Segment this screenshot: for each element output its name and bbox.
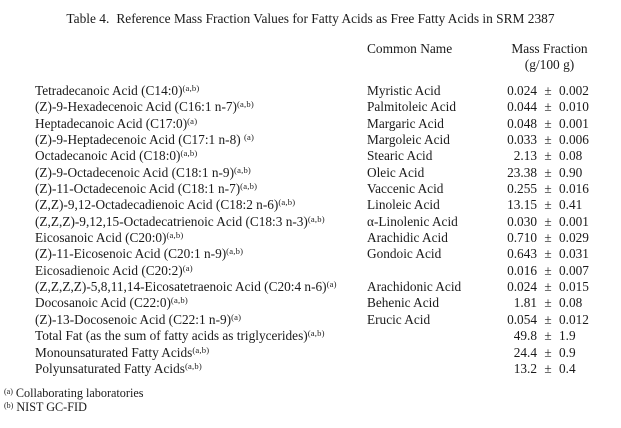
table-row [0,312,621,328]
mass-fraction-value: 0.710 [507,230,537,246]
table-row [0,214,621,230]
mass-fraction-value: 0.643 [507,246,537,262]
fatty-acid-name-text: (Z,Z)-9,12-Octadecadienoic Acid (C18:2 n-6) [35,197,279,213]
fatty-acid-name-text: Monounsaturated Fatty Acids [35,344,193,360]
fatty-acid-name [35,148,367,164]
table-row [0,345,621,361]
mass-fraction-value: 0.024 [507,83,537,98]
mass-fraction-value: 13.2 [513,360,537,376]
footnote-reference: (a,b) [234,164,251,175]
fatty-acid-name-text: Eicosanoic Acid (C20:0) [35,230,167,246]
plus-minus-symbol: ± [544,279,552,295]
footnote-reference: (a,b) [182,83,200,93]
table-row [0,361,621,377]
common-name: α-Linolenic Acid [367,213,458,229]
mass-fraction-uncertainty: 0.90 [559,164,583,180]
footnote-reference: (a) [187,115,198,126]
mass-fraction-uncertainty: 0.031 [559,246,589,262]
plus-minus-symbol: ± [544,115,552,131]
table-row [0,181,621,197]
footnote-reference: (a,b) [170,295,188,306]
mass-fraction-uncertainty: 0.001 [559,115,589,131]
fatty-acid-name [35,83,367,99]
fatty-acid-name [35,328,367,344]
mass-fraction-uncertainty: 0.41 [559,197,583,213]
fatty-acid-name [35,116,367,132]
plus-minus-symbol: ± [544,83,552,98]
table-header-row [0,41,621,73]
plus-minus-symbol: ± [544,230,552,246]
mass-fraction-uncertainty: 0.001 [559,213,589,229]
common-name: Gondoic Acid [367,246,442,262]
mass-fraction-uncertainty: 0.4 [559,360,576,376]
table-row [0,279,621,295]
fatty-acid-name-text: (Z)-13-Docosenoic Acid (C22:1 n-9) [35,311,232,327]
fatty-acid-name [35,214,367,230]
mass-fraction-value: 0.054 [507,311,537,327]
fatty-acid-name [35,181,367,197]
footnote-reference: (a,b) [192,344,210,355]
fatty-acid-name-text: Total Fat (as the sum of fatty acids as triglycerides) [35,328,308,344]
plus-minus-symbol: ± [544,360,552,376]
header-common-name: Common Name [367,41,453,56]
fatty-acid-name-text: Octadecanoic Acid (C18:0) [35,148,181,164]
table-row [0,148,621,164]
plus-minus-symbol: ± [544,164,552,180]
fatty-acid-name [35,295,367,311]
table-caption [0,0,621,27]
table-caption-text: Reference Mass Fraction Values for Fatty Acids as Free Fatty Acids in SRM 2387 [116,11,555,26]
mass-fraction-value: 13.15 [507,197,537,213]
table-row [0,83,621,99]
fatty-acid-name [35,345,367,361]
common-name: Oleic Acid [367,164,425,180]
common-name [367,361,480,377]
footnote-reference: (a,b) [226,246,244,257]
fatty-acid-name [35,197,367,213]
footnote-b-text: NIST GC-FID [16,399,87,414]
footnote-reference: (a,b) [307,328,325,339]
table-body [0,83,621,377]
plus-minus-symbol: ± [544,99,552,115]
common-name: Margoleic Acid [367,132,450,148]
fatty-acid-name-text: Eicosadienoic Acid (C20:2) [35,262,183,278]
mass-fraction-value: 0.048 [507,115,537,131]
fatty-acid-name-text: (Z)-9-Heptadecenoic Acid (C17:1 n-8) [35,132,244,148]
common-name: Linoleic Acid [367,197,440,213]
footnote-reference: (a,b) [166,230,184,241]
common-name: Erucic Acid [367,311,431,327]
table-row [0,99,621,115]
table-row [0,132,621,148]
mass-fraction-uncertainty: 1.9 [559,328,576,344]
table-row [0,230,621,246]
header-mass-fraction-label: Mass Fraction [511,41,588,56]
plus-minus-symbol: ± [544,246,552,262]
fatty-acid-name [35,99,367,115]
mass-fraction-value: 0.255 [507,181,537,197]
mass-fraction-value: 2.13 [513,148,537,164]
fatty-acid-name-text: (Z)-9-Hexadecenoic Acid (C16:1 n-7) [35,99,237,115]
mass-fraction-uncertainty: 0.08 [559,295,583,311]
fatty-acid-name [35,246,367,262]
footnote-reference: (a,b) [307,213,325,224]
mass-fraction-uncertainty: 0.9 [559,344,576,360]
common-name: Arachidic Acid [367,230,448,246]
mass-fraction-value: 49.8 [513,328,537,344]
footnote-b [4,401,621,415]
common-name: Arachidonic Acid [367,279,462,295]
fatty-acid-name-text: Polyunsaturated Fatty Acids [35,360,185,376]
footnote-a [4,387,621,401]
footnote-reference: (a,b) [240,181,258,192]
common-name: Margaric Acid [367,115,444,131]
footnote-b-marker: (b) [4,400,14,410]
common-name: Vaccenic Acid [367,181,444,197]
fatty-acid-name-text: (Z)-11-Eicosenoic Acid (C20:1 n-9) [35,246,227,262]
fatty-acid-name [35,165,367,181]
header-name-spacer [35,41,367,73]
fatty-acid-name-text: Docosanoic Acid (C22:0) [35,295,171,311]
table-row [0,197,621,213]
footnote-a-marker: (a) [4,387,13,397]
plus-minus-symbol: ± [544,132,552,148]
mass-fraction-uncertainty: 0.012 [559,311,589,327]
mass-fraction-uncertainty: 0.016 [559,181,589,197]
plus-minus-symbol: ± [544,262,552,278]
fatty-acid-name [35,263,367,279]
fatty-acid-name [35,230,367,246]
fatty-acid-name [35,279,367,295]
footnote-a-text: Collaborating laboratories [15,386,144,401]
common-name [367,328,480,344]
common-name: Palmitoleic Acid [367,99,457,115]
footnote-reference: (a) [182,262,193,273]
mass-fraction-uncertainty: 0.007 [559,262,589,278]
footnote-reference: (a,b) [180,148,198,159]
mass-fraction-uncertainty: 0.08 [559,148,583,164]
table-row [0,165,621,181]
footnotes [0,387,621,415]
plus-minus-symbol: ± [544,344,552,360]
mass-fraction-value: 1.81 [513,295,537,311]
footnote-reference: (a) [231,311,242,322]
mass-fraction-value: 0.016 [507,262,537,278]
footnote-reference: (a,b) [278,197,296,208]
fatty-acid-name-text: Heptadecanoic Acid (C17:0) [35,115,188,131]
table-row [0,263,621,279]
mass-fraction-value: 0.033 [507,132,537,148]
table-row [0,295,621,311]
fatty-acid-name-text: (Z,Z,Z,Z)-5,8,11,14-Eicosatetraenoic Acid (C20:4 n-6) [35,279,327,295]
header-mass-fraction [480,41,619,73]
footnote-reference: (a,b) [236,99,254,110]
fatty-acid-name [35,132,367,148]
fatty-acid-name [35,312,367,328]
plus-minus-symbol: ± [544,181,552,197]
mass-fraction-value: 23.38 [507,164,537,180]
fatty-acid-name-text: (Z,Z,Z)-9,12,15-Octadecatrienoic Acid (C18:3 n-3) [35,213,308,229]
mass-fraction-value: 24.4 [513,344,537,360]
fatty-acid-name-text: (Z)-11-Octadecenoic Acid (C18:1 n-7) [35,181,241,197]
table-caption-label: Table 4. [66,11,110,26]
common-name: Stearic Acid [367,148,433,164]
footnote-reference: (a,b) [184,360,202,371]
table-row [0,328,621,344]
mass-fraction-value: 0.024 [507,279,537,295]
plus-minus-symbol: ± [544,213,552,229]
fatty-acid-name [35,361,367,377]
mass-fraction-uncertainty: 0.015 [559,279,589,295]
plus-minus-symbol: ± [544,311,552,327]
plus-minus-symbol: ± [544,197,552,213]
mass-fraction-uncertainty: 0.010 [559,99,589,115]
fatty-acid-name-text: Tetradecanoic Acid (C14:0) [35,83,183,98]
footnote-reference: (a) [243,132,255,143]
plus-minus-symbol: ± [544,148,552,164]
common-name: Behenic Acid [367,295,440,311]
mass-fraction-uncertainty: 0.029 [559,230,589,246]
fatty-acid-name-text: (Z)-9-Octadecenoic Acid (C18:1 n-9) [35,164,235,180]
table-row [0,246,621,262]
common-name [367,263,480,279]
mass-fraction-value: 0.044 [507,99,537,115]
common-name [367,345,480,361]
mass-fraction-uncertainty: 0.006 [559,132,589,148]
header-mass-fraction-unit: (g/100 g) [524,57,575,72]
table-row [0,116,621,132]
plus-minus-symbol: ± [544,295,552,311]
footnote-reference: (a) [326,279,337,290]
mass-fraction-value: 0.030 [507,213,537,229]
plus-minus-symbol: ± [544,328,552,344]
common-name: Myristic Acid [367,83,441,98]
mass-fraction-uncertainty: 0.002 [559,83,589,98]
